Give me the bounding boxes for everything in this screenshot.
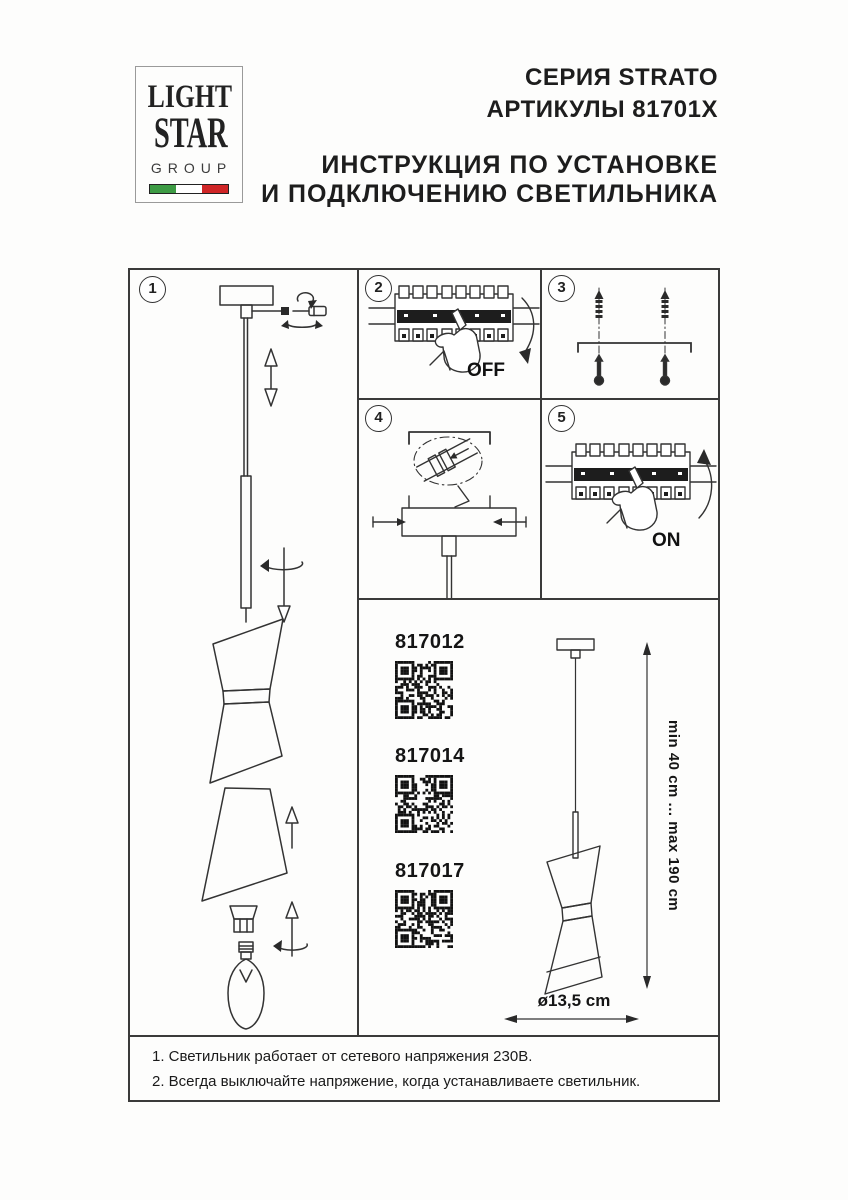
logo-light-text: LIGHT — [147, 79, 233, 115]
italian-flag-bar — [149, 184, 229, 194]
lightstar-logo — [135, 66, 243, 203]
flag-red-segment — [202, 185, 228, 193]
footer-notes — [128, 1035, 720, 1102]
step-4-panel — [357, 398, 540, 598]
footer-note-2: 2. Всегда выключайте напряжение, когда устанавливаете светильник. — [152, 1073, 641, 1090]
instruction-title-line2: И ПОДКЛЮЧЕНИЮ СВЕТИЛЬНИКА — [261, 180, 718, 208]
step-1-panel — [130, 270, 357, 1035]
diameter-label: ø13,5 cm — [537, 991, 611, 1010]
instruction-grid — [128, 268, 720, 1037]
step-number-badge-5: 5 — [548, 405, 575, 432]
article-label-817014: 817014 — [395, 745, 465, 767]
canopy-mounting-drawing — [359, 400, 540, 598]
step-number-badge-2: 2 — [365, 275, 392, 302]
step-number-badge-4: 4 — [365, 405, 392, 432]
footer-note-1: 1. Светильник работает от сетевого напряжения 230В. — [152, 1048, 533, 1065]
products-dimensions-panel — [357, 598, 718, 1035]
logo-star-text: STAR — [154, 110, 228, 157]
on-label: ON — [652, 530, 681, 551]
flag-green-segment — [150, 185, 176, 193]
series-title: СЕРИЯ STRATO — [525, 64, 718, 91]
article-label-817012: 817012 — [395, 631, 465, 653]
articles-title: АРТИКУЛЫ 81701X — [486, 96, 718, 123]
step-2-panel — [357, 270, 540, 398]
suspension-length-label: min 40 cm ... max 190 cm — [665, 720, 682, 912]
off-label: OFF — [467, 360, 505, 381]
flag-white-segment — [176, 185, 202, 193]
step-number-badge-1: 1 — [139, 276, 166, 303]
step-5-panel — [540, 398, 718, 598]
pendant-exploded-drawing — [130, 270, 357, 1035]
logo-group-text: GROUP — [150, 160, 233, 176]
step-3-panel — [540, 270, 718, 398]
step-number-badge-3: 3 — [548, 275, 575, 302]
instruction-title-line1: ИНСТРУКЦИЯ ПО УСТАНОВКЕ — [321, 151, 718, 179]
article-label-817017: 817017 — [395, 860, 465, 882]
